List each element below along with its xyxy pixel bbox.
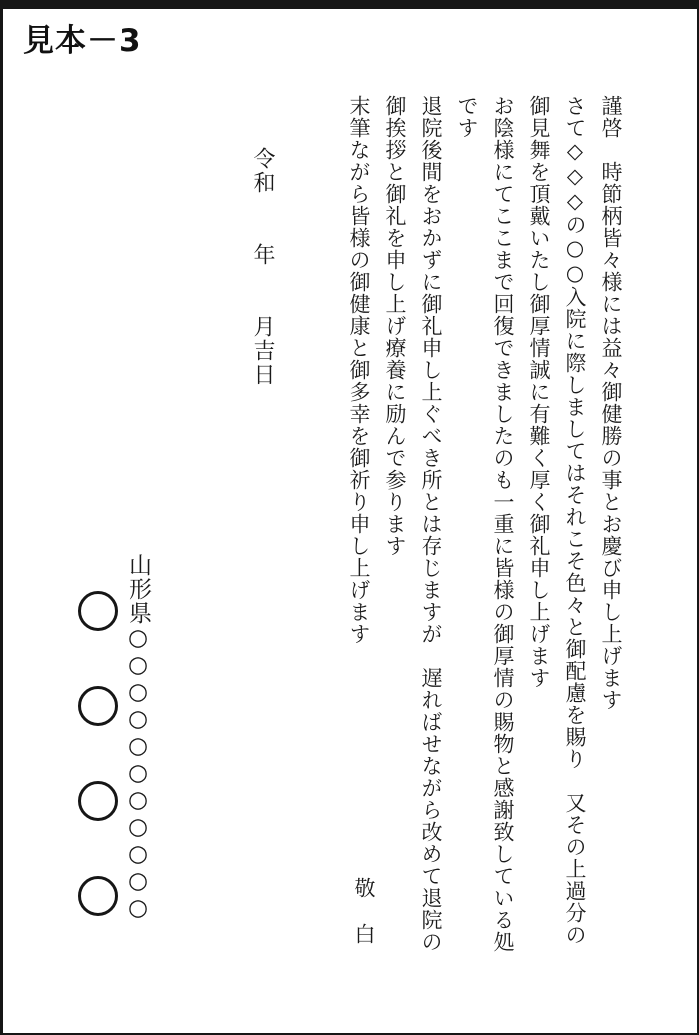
letter-column-2: さて◇◇◇の○○入院に際しましてはそれこそ色々と御配慮を賜り 又その上過分の xyxy=(563,95,587,946)
letter-body xyxy=(341,95,629,1025)
date-line: 令和 年 月吉日 xyxy=(250,147,275,387)
sample-label: 見本－3 xyxy=(23,23,142,59)
name-placeholder-circle xyxy=(78,781,118,821)
name-placeholder-circle xyxy=(78,876,118,916)
closing-salutation: 敬 白 xyxy=(352,877,376,946)
sender-address-placeholder: 山形県○○○○○○○○○○○ xyxy=(125,553,151,922)
letter-column-8: 末筆ながら皆様の御健康と御多幸を御祈り申し上げます xyxy=(347,95,371,645)
letter-column-3: 御見舞を頂戴いたし御厚情誠に有難く厚く御礼申し上げます xyxy=(527,95,551,689)
letter-column-6: 退院後間をおかずに御礼申し上ぐべき所とは存じますが 遅ればせながら改めて退院の xyxy=(419,95,443,953)
name-placeholder-circle xyxy=(78,686,118,726)
letter-column-1: 謹啓 時節柄皆々様には益々御健勝の事とお慶び申し上げます xyxy=(599,95,623,711)
name-placeholder-circle xyxy=(78,591,118,631)
sender-name-placeholder xyxy=(78,591,118,916)
letter-column-4: お陰様にてここまで回復できましたのも一重に皆様の御厚情の賜物と感謝致している処 xyxy=(491,95,515,953)
letter-column-5: です xyxy=(455,95,479,139)
letter-column-7: 御挨拶と御礼を申し上げ療養に励んで参ります xyxy=(383,95,407,557)
